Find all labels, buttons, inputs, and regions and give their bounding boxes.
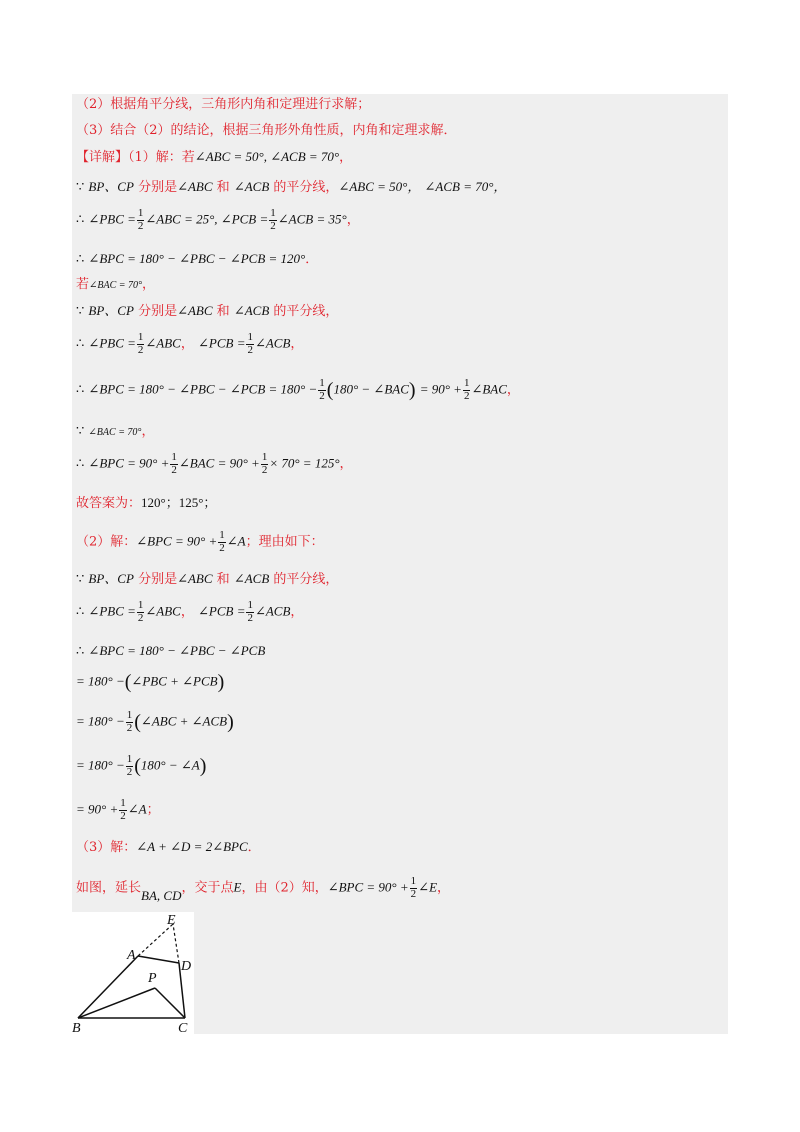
fraction-half: $\frac{1}{2}$ [126,709,133,734]
half-angles-line: ∴ ∠PBC = $\frac{1}{2}$ ∠ABC = 25°, ∠PCB = $\frac{1}{2}$ ∠ACB = 35°， [76,207,360,232]
fraction-half: $\frac{1}{2}$ [463,377,470,402]
fraction-half: $\frac{1}{2}$ [126,753,133,778]
fraction-half: $\frac{1}{2}$ [270,207,276,232]
segment-b-a [78,956,138,1018]
fraction-half: $\frac{1}{2}$ [137,331,144,356]
derivation-line-4: = 180° − $\frac{1}{2}$ (180° − ∠A) [76,753,207,778]
segment-a-d [138,956,179,963]
label-p: P [148,971,157,986]
bpc-general-line: ∴ ∠BPC = 180° − ∠PBC − ∠PCB = 180° − $\frac{1}{2}$ (180° − ∠BAC) = 90° + $\frac{1}{2}$ ∠BAC， [76,377,520,402]
geometry-figure [72,912,194,1034]
answer-line: 故答案为：120°；125°； [76,495,217,511]
label-b: B [72,1021,81,1034]
bpc-125-line: ∴ ∠BPC = 90° + $\frac{1}{2}$ ∠BAC = 90° + $\frac{1}{2}$ × 70° = 125°， [76,451,353,476]
because-bac-line: ∵ ∠BAC = 70°， [76,423,155,439]
segment-p-c [155,988,185,1018]
fraction-half: $\frac{1}{2}$ [171,451,177,476]
dashed-d-e [173,924,179,963]
answer-values: 120°；125°； [141,495,217,510]
fraction-half: $\frac{1}{2}$ [247,599,253,624]
half-angles-line-3: ∴ ∠PBC = $\frac{1}{2}$ ∠ABC， ∠PCB = $\frac{1}{2}$ ∠ACB， [76,599,304,624]
label-a: A [127,948,136,963]
derivation-line-2: = 180° −(∠PBC + ∠PCB) [76,671,225,693]
half-angles-line-2: ∴ ∠PBC = $\frac{1}{2}$ ∠ABC， ∠PCB = $\frac{1}{2}$ ∠ACB， [76,331,304,356]
fraction-half: $\frac{1}{2}$ [247,331,253,356]
detail-line: 【详解】（1）解：若∠ABC = 50°, ∠ACB = 70°， [76,149,353,165]
fraction-half: $\frac{1}{2}$ [261,451,268,476]
bpc-120-line: ∴ ∠BPC = 180° − ∠PBC − ∠PCB = 120°． [76,251,319,267]
label-c: C [178,1021,188,1034]
step2-hint: （2）根据角平分线，三角形内角和定理进行求解； [76,97,371,112]
derivation-line-1: ∴ ∠BPC = 180° − ∠PBC − ∠PCB [76,643,266,658]
segment-b-p [78,988,155,1018]
label-e: E [167,913,176,928]
derivation-line-3: = 180° − $\frac{1}{2}$ (∠ABC + ∠ACB) [76,709,234,734]
bisector-line-3: ∵ BP、CP 分别是∠ABC 和 ∠ACB 的平分线， [76,571,339,587]
step3-hint: （3）结合（2）的结论，根据三角形外角性质，内角和定理求解． [76,123,457,138]
fraction-half: $\frac{1}{2}$ [319,377,325,402]
part3-claim-line: （3）解：∠A + ∠D = 2∠BPC． [76,839,261,855]
part1-label: （1）解：若 [128,150,195,165]
part2-claim-line: （2）解：∠BPC = 90° + $\frac{1}{2}$ ∠A；理由如下： [76,529,324,554]
if-bac-line: 若∠BAC = 70°， [76,277,156,292]
bisector-line-1: ∵ BP、CP 分别是∠ABC 和 ∠ACB 的平分线，∠ABC = 50°， ∠ACB = 70°， [76,179,507,195]
label-d: D [181,959,192,974]
triangle-diagram [72,912,194,1034]
given-angles: ∠ABC = 50°, ∠ACB = 70° [194,149,340,164]
fraction-half: $\frac{1}{2}$ [219,529,225,554]
fraction-half: $\frac{1}{2}$ [410,875,417,900]
dashed-a-e [138,924,173,956]
fraction-half: $\frac{1}{2}$ [137,207,144,232]
derivation-line-5: = 90° + $\frac{1}{2}$ ∠A； [76,797,160,822]
bisector-line-2: ∵ BP、CP 分别是∠ABC 和 ∠ACB 的平分线， [76,303,339,319]
fraction-half: $\frac{1}{2}$ [120,797,126,822]
fraction-half: $\frac{1}{2}$ [137,599,144,624]
detail-label: 【详解】 [76,150,129,165]
part3-figure-line: 如图，延长BA, CD，交于点E，由（2）知，∠BPC = 90° + $\frac{1}{2}$ ∠E， [76,875,451,903]
